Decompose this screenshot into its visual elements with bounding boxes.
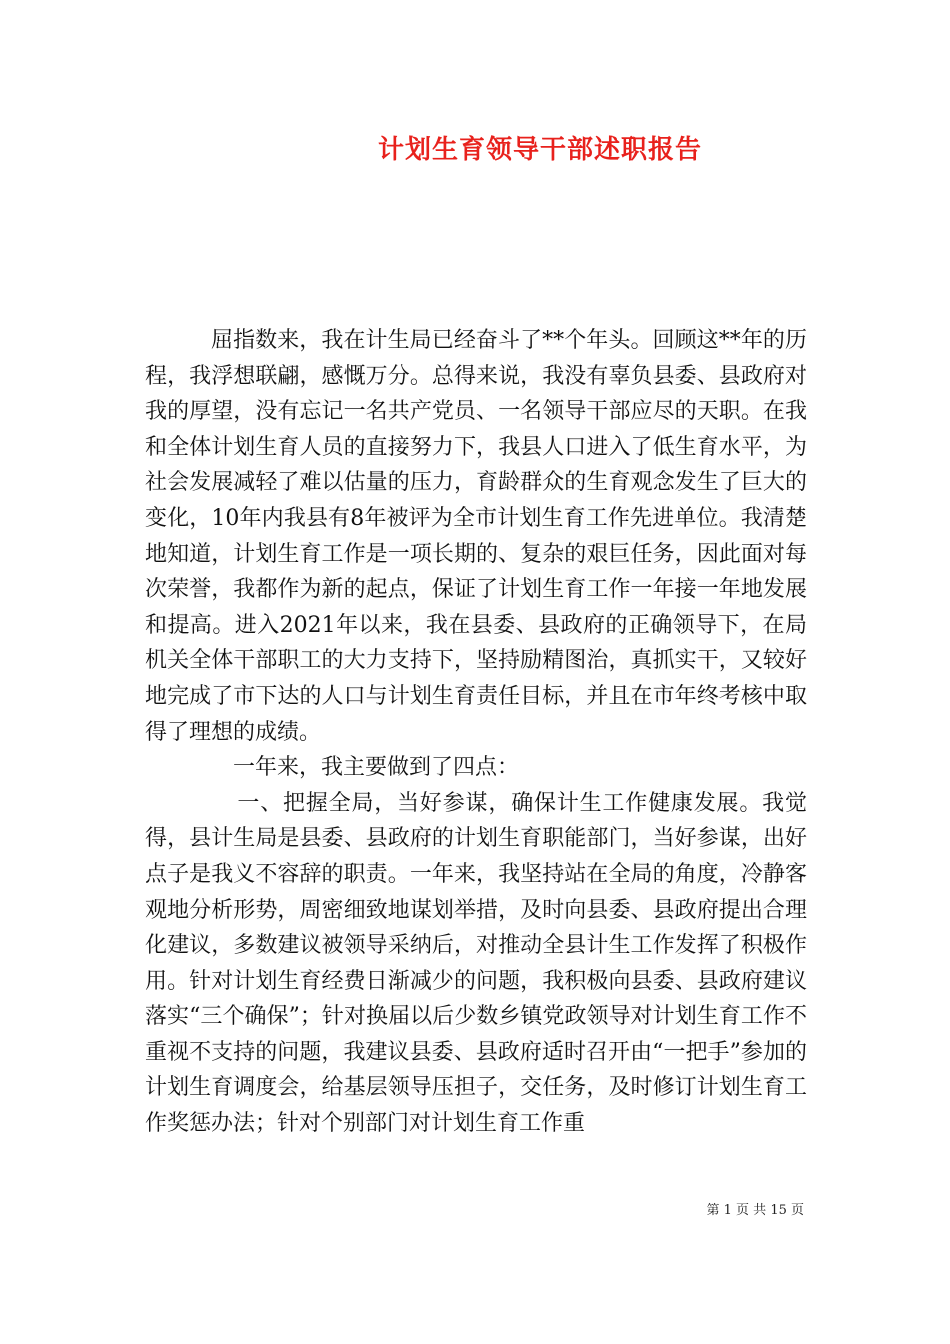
- paragraph-point-one: 一、把握全局，当好参谋，确保计生工作健康发展。我觉得，县计生局是县委、县政府的计划生育职能部门，当好参谋，出好点子是我义不容辞的职责。一年来，我坚持站在全局的角度，冷静客观地分析形势，周密细致地谋划举措，及时向县委、县政府提出合理化建议，多数建议被领导采纳后，对推动全县计生工作发挥了积极作用。针对计划生育经费日渐减少的问题，我积极向县委、县政府建议落实“三个确保”；针对换届以后少数乡镇党政领导对计划生育工作不重视不支持的问题，我建议县委、县政府适时召开由“一把手”参加的计划生育调度会，给基层领导压担子，交任务，及时修订计划生育工作奖惩办法；针对个别部门对计划生育工作重: [145, 790, 807, 1137]
- page-number-label: 第 1 页 共 15 页: [706, 1203, 804, 1218]
- paragraph-four-points-lead: 一年来，我主要做到了四点：: [233, 755, 520, 781]
- document-title: 计划生育领导干部述职报告: [377, 135, 702, 165]
- paragraph-intro-review: 屈指数来，我在计生局已经奋斗了**个年头。回顾这**年的历程，我浮想联翩，感慨万分。总得来说，我没有辜负县委、县政府对我的厚望，没有忘记一名共产党员、一名领导干部应尽的天职。在我和全体计划生育人员的直接努力下，我县人口进入了低生育水平，为社会发展减轻了难以估量的压力，育龄群众的生育观念发生了巨大的变化，10年内我县有8年被评为全市计划生育工作先进单位。我清楚地知道，计划生育工作是一项长期的、复杂的艰巨任务，因此面对每次荣誉，我都作为新的起点，保证了计划生育工作一年接一年地发展和提高。进入2021年以来，我在县委、县政府的正确领导下，在局机关全体干部职工的大力支持下，坚持励精图治，真抓实干，又较好地完成了市下达的人口与计划生育责任目标，并且在市年终考核中取得了理想的成绩。: [145, 328, 807, 745]
- page-number-footer: [707, 1202, 804, 1220]
- document-body: [145, 323, 807, 1142]
